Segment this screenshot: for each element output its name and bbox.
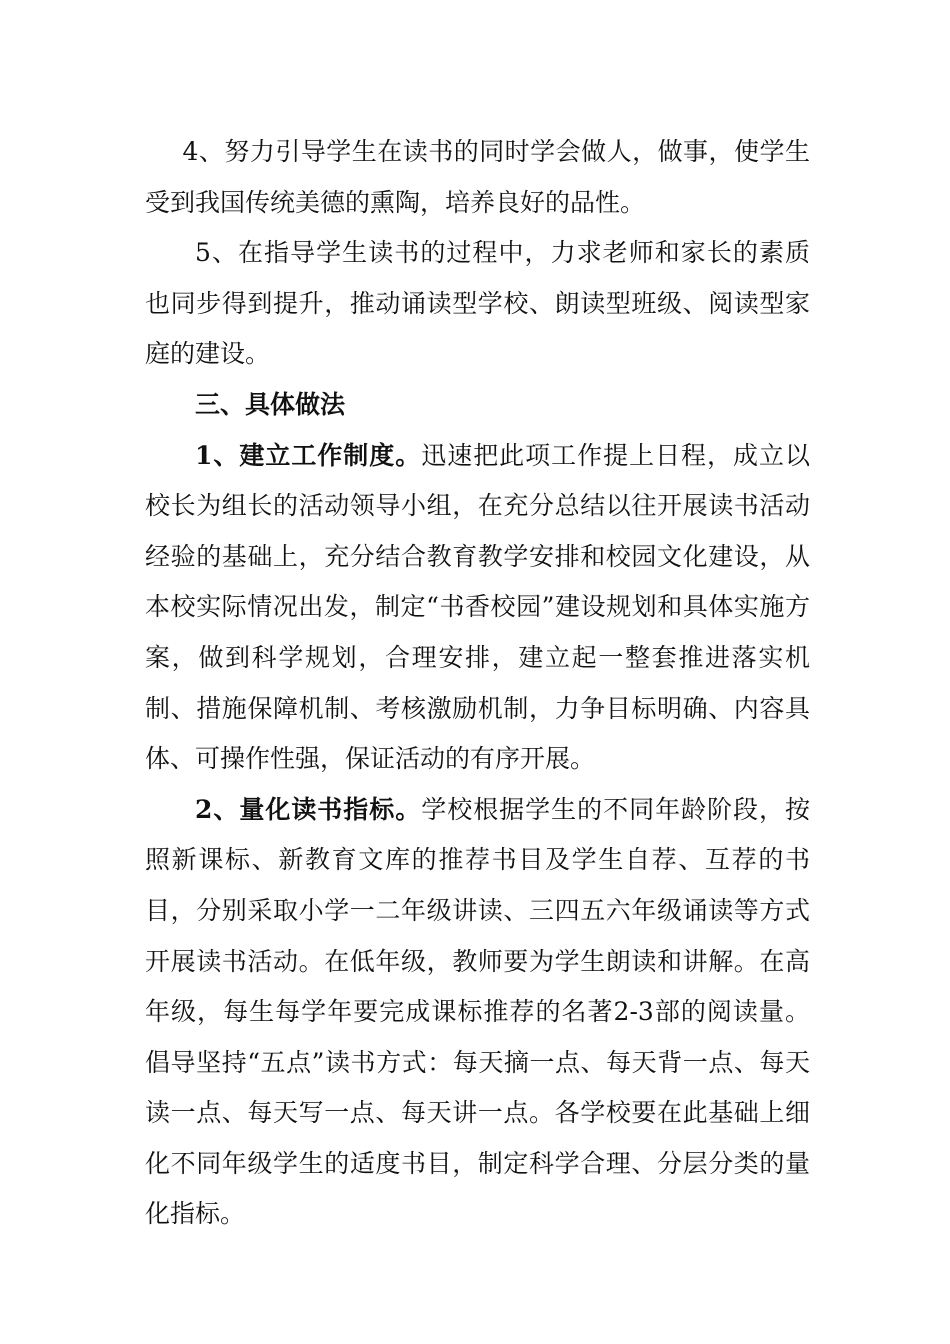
item-1-lead: 1、建立工作制度。: [195, 440, 422, 470]
item-2-text: 学校根据学生的不同年龄阶段，按照新课标、新教育文库的推荐书目及学生自荐、互荐的书目，分别采取小学一二年级讲读、三四五六年级诵读等方式开展读书活动。在低年级，教师要为学生朗读和讲解。在高年级，每生每学年要完成课标推荐的名著2-3部的阅读量。倡导坚持“五点”读书方式：每天摘一点、每天背一点、每天读一点、每天写一点、每天讲一点。各学校要在此基础上细化不同年级学生的适度书目，制定科学合理、分层分类的量化指标。: [145, 794, 810, 1229]
item-2-lead: 2、量化读书指标。: [195, 794, 422, 824]
paragraph-goal-5: 5、在指导学生读书的过程中，力求老师和家长的素质也同步得到提升，推动诵读型学校、朗读型班级、阅读型家庭的建设。: [145, 238, 810, 369]
section-heading: 三、具体做法: [195, 389, 346, 419]
paragraph-goal-4: 4、努力引导学生在读书的同时学会做人，做事，使学生受到我国传统美德的熏陶，培养良好的品性。: [145, 137, 810, 217]
paragraph-item-1: [145, 431, 810, 785]
document-body: [145, 127, 810, 1240]
item-1-text: 迅速把此项工作提上日程，成立以校长为组长的活动领导小组，在充分总结以往开展读书活动经验的基础上，充分结合教育教学安排和校园文化建设，从本校实际情况出发，制定“书香校园”建设规划和具体实施方案，做到科学规划，合理安排，建立起一整套推进落实机制、措施保障机制、考核激励机制，力争目标明确、内容具体、可操作性强，保证活动的有序开展。: [145, 440, 810, 774]
paragraph-item-2: [145, 785, 810, 1240]
